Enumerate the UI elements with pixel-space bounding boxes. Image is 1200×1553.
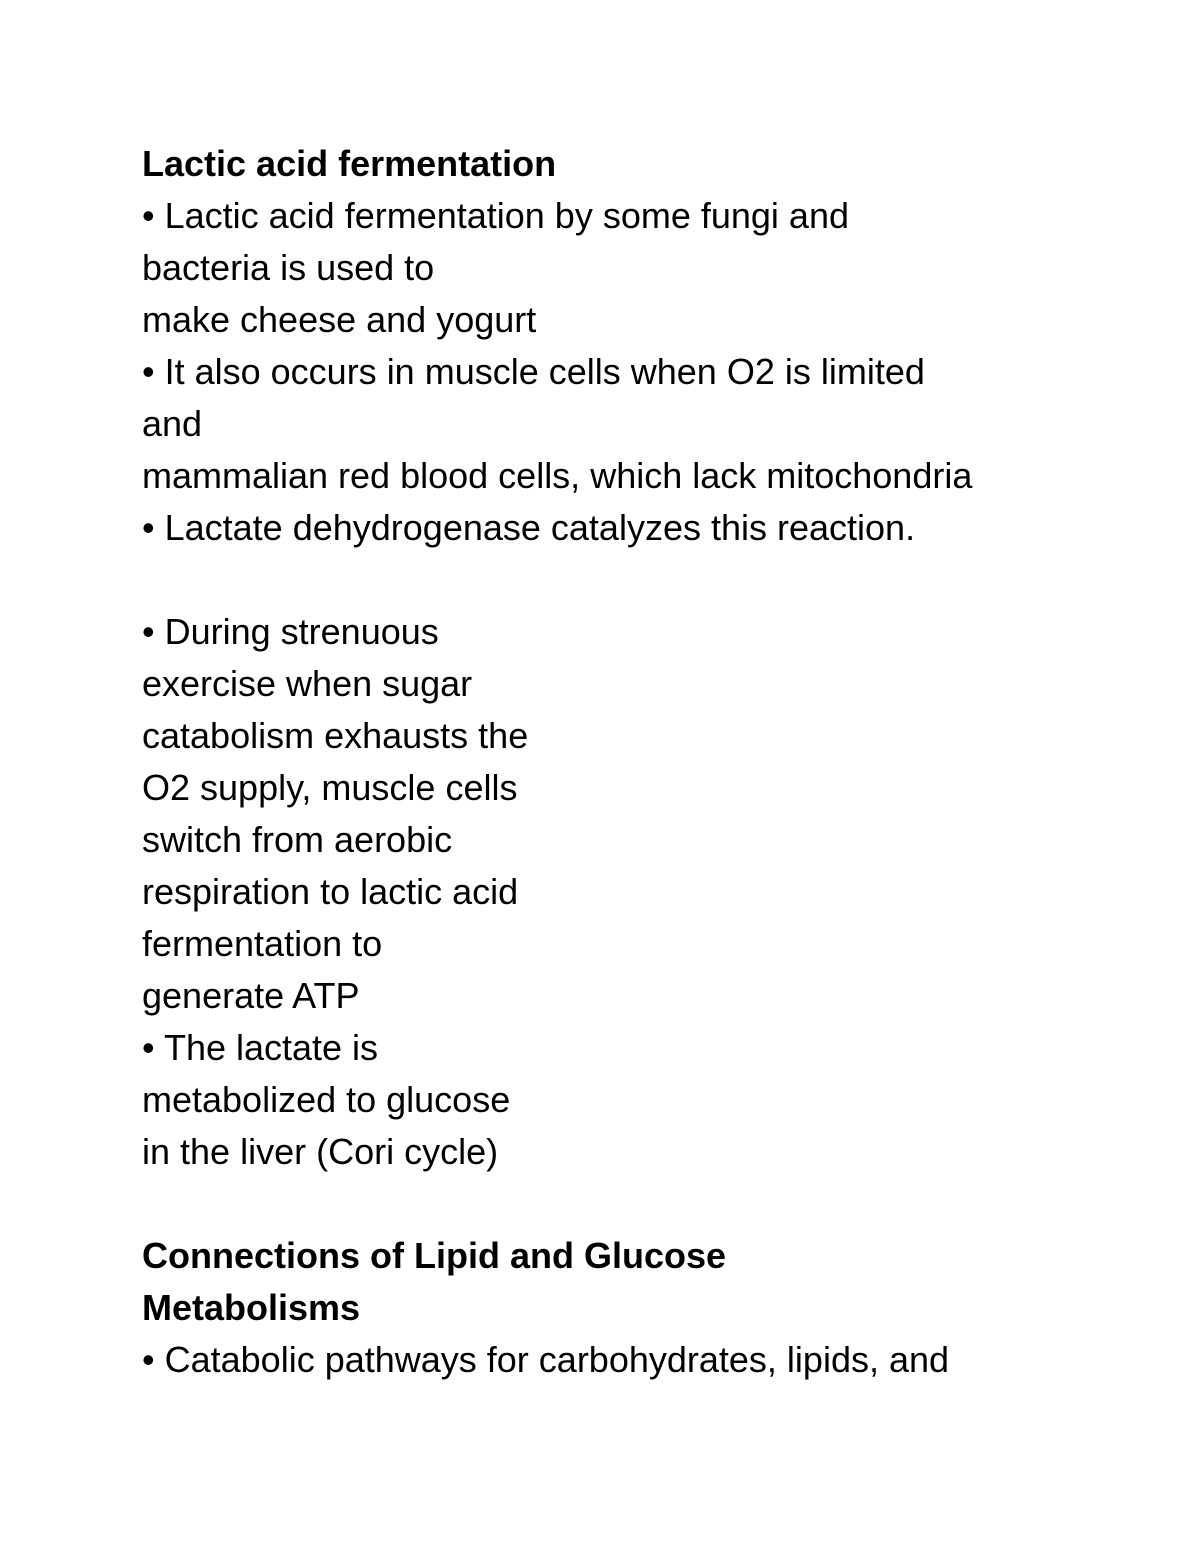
text-line: respiration to lactic acid [142,871,519,912]
text-line: mammalian red blood cells, which lack mitochondria [142,455,973,496]
text-line: catabolism exhausts the [142,715,529,756]
text-line: O2 supply, muscle cells [142,767,518,808]
text-line: • Lactic acid fermentation by some fungi and [142,195,849,236]
section-heading-lactic-acid-fermentation: Lactic acid fermentation [142,143,557,184]
text-line: in the liver (Cori cycle) [142,1131,499,1172]
text-line: exercise when sugar [142,663,473,704]
text-line: • Lactate dehydrogenase catalyzes this reaction. [142,507,916,548]
section-heading-connections-line1: Connections of Lipid and Glucose [142,1235,727,1276]
text-line: • It also occurs in muscle cells when O2 is limited [142,351,925,392]
paragraph-spacer [142,1178,1142,1230]
paragraph-spacer [142,554,1142,606]
document-body [142,138,1142,1386]
text-line: generate ATP [142,975,360,1016]
text-line: fermentation to [142,923,383,964]
text-line: metabolized to glucose [142,1079,511,1120]
text-line: switch from aerobic [142,819,453,860]
text-line: • During strenuous [142,611,439,652]
text-line: and [142,403,203,444]
text-line: • The lactate is [142,1027,379,1068]
text-line: • Catabolic pathways for carbohydrates, lipids, and [142,1339,950,1380]
text-line: bacteria is used to [142,247,435,288]
text-line: make cheese and yogurt [142,299,537,340]
section-heading-connections-line2: Metabolisms [142,1287,361,1328]
